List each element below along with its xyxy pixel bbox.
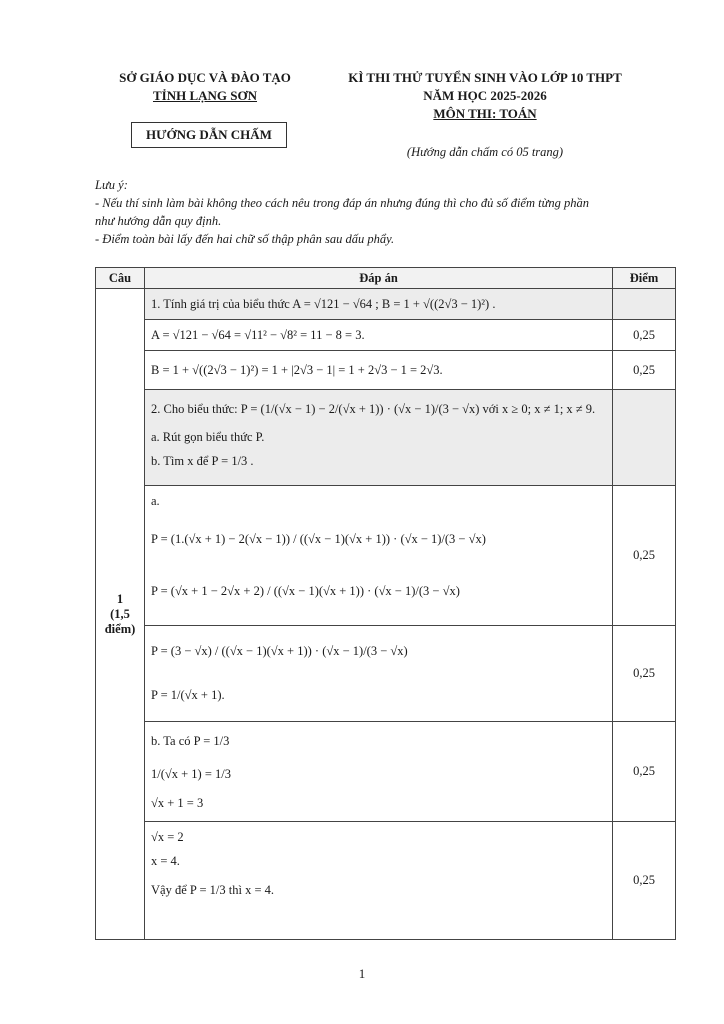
table-header-row bbox=[96, 268, 676, 289]
col-answer-header: Đáp án bbox=[145, 268, 613, 289]
answer-cell bbox=[145, 722, 613, 822]
col-question-header: Câu bbox=[96, 268, 145, 289]
answer-line: 1/(√x + 1) = 1/3 bbox=[151, 767, 231, 781]
answer-cell bbox=[145, 486, 613, 626]
score-cell: 0,25 bbox=[613, 626, 676, 722]
exam-title: KÌ THI THỬ TUYỂN SINH VÀO LỚP 10 THPT bbox=[348, 70, 622, 85]
province-name: TỈNH LẠNG SƠN bbox=[152, 88, 258, 103]
page-number: 1 bbox=[358, 966, 366, 981]
table-row bbox=[96, 486, 676, 626]
table-row bbox=[96, 722, 676, 822]
answer-line: x = 4. bbox=[151, 854, 180, 868]
question-points-unit: điểm) bbox=[104, 621, 136, 636]
table-row bbox=[96, 626, 676, 722]
score-cell bbox=[613, 289, 676, 320]
score-cell bbox=[613, 390, 676, 486]
department-name: SỞ GIÁO DỤC VÀ ĐÀO TẠO bbox=[119, 70, 291, 85]
question-number: 1 bbox=[116, 591, 124, 606]
answer-cell bbox=[145, 351, 613, 390]
table-row bbox=[96, 289, 676, 320]
note-line: - Điểm toàn bài lấy đến hai chữ số thập phân sau dấu phẩy. bbox=[95, 232, 395, 246]
answer-line: Vậy để P = 1/3 thì x = 4. bbox=[151, 883, 275, 897]
score-cell: 0,25 bbox=[613, 351, 676, 390]
question-number-cell bbox=[96, 289, 145, 940]
document-type-box: HƯỚNG DẪN CHẤM bbox=[131, 122, 287, 148]
answer-line: B = 1 + √((2√3 − 1)²) = 1 + |2√3 − 1| = 1 + 2√3 − 1 = 2√3. bbox=[151, 363, 443, 377]
table-row bbox=[96, 320, 676, 351]
answer-line: P = (√x + 1 − 2√x + 2) / ((√x − 1)(√x + 1)) · (√x − 1)/(3 − √x) bbox=[151, 584, 460, 598]
answer-line: b. Tìm x để P = 1/3 . bbox=[151, 454, 254, 468]
note-line: - Nếu thí sinh làm bài không theo cách nêu trong đáp án nhưng đúng thì cho đủ số điểm từng phần bbox=[95, 196, 590, 210]
answer-cell bbox=[145, 822, 613, 940]
notes-section bbox=[95, 176, 685, 248]
score-cell: 0,25 bbox=[613, 486, 676, 626]
answer-cell bbox=[145, 289, 613, 320]
notes-title: Lưu ý: bbox=[95, 178, 128, 192]
score-cell: 0,25 bbox=[613, 722, 676, 822]
answer-line: a. Rút gọn biểu thức P. bbox=[151, 430, 265, 444]
score-cell: 0,25 bbox=[613, 320, 676, 351]
question-points: (1,5 bbox=[110, 606, 130, 621]
subject: MÔN THI: TOÁN bbox=[433, 106, 537, 121]
answer-cell bbox=[145, 390, 613, 486]
answer-line: √x + 1 = 3 bbox=[151, 796, 204, 810]
answer-table bbox=[95, 267, 676, 940]
answer-line: A = √121 − √64 = √11² − √8² = 11 − 8 = 3. bbox=[151, 328, 365, 342]
pages-note: (Hướng dẫn chấm có 05 trang) bbox=[406, 145, 564, 159]
table-row bbox=[96, 351, 676, 390]
answer-line: 2. Cho biểu thức: P = (1/(√x − 1) − 2/(√x + 1)) · (√x − 1)/(3 − √x) với x ≥ 0; x ≠ 1; x ≠ 9. bbox=[151, 402, 596, 416]
col-score-header: Điểm bbox=[613, 268, 676, 289]
answer-line: a. bbox=[151, 494, 160, 508]
answer-cell bbox=[145, 320, 613, 351]
answer-line: √x = 2 bbox=[151, 830, 184, 844]
answer-line: P = 1/(√x + 1). bbox=[151, 688, 225, 702]
answer-line: 1. Tính giá trị của biểu thức A = √121 − √64 ; B = 1 + √((2√3 − 1)²) . bbox=[151, 297, 496, 311]
note-line: như hướng dẫn quy định. bbox=[95, 214, 222, 228]
answer-line: b. Ta có P = 1/3 bbox=[151, 734, 230, 748]
table-row bbox=[96, 390, 676, 486]
school-year: NĂM HỌC 2025-2026 bbox=[423, 88, 547, 103]
score-cell: 0,25 bbox=[613, 822, 676, 940]
table-row bbox=[96, 822, 676, 940]
answer-line: P = (3 − √x) / ((√x − 1)(√x + 1)) · (√x − 1)/(3 − √x) bbox=[151, 644, 408, 658]
answer-cell bbox=[145, 626, 613, 722]
answer-line: P = (1.(√x + 1) − 2(√x − 1)) / ((√x − 1)(√x + 1)) · (√x − 1)/(3 − √x) bbox=[151, 532, 486, 546]
